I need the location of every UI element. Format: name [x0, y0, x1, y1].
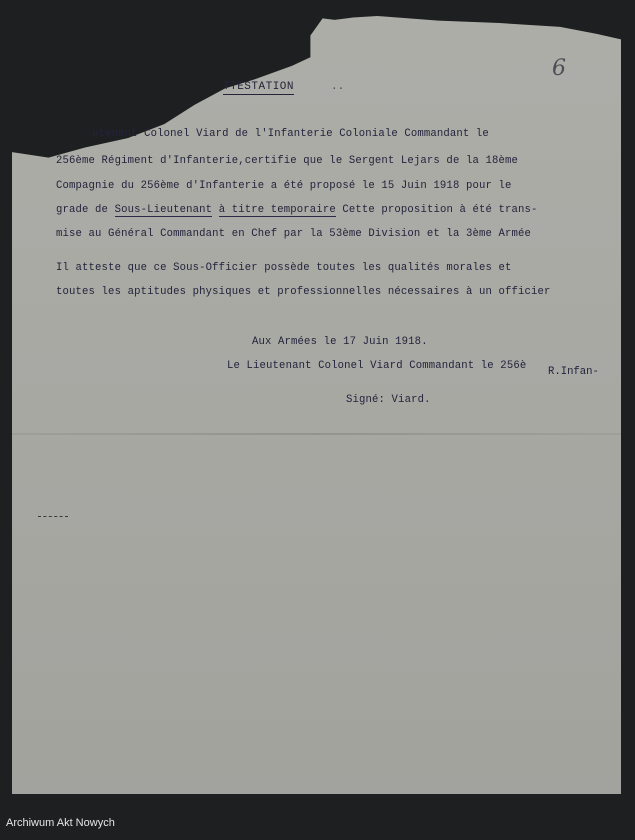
body-line-5: mise au Général Commandant en Chef par la 53ème Division et la 3ème Armée: [56, 228, 532, 240]
line4-gap: [212, 204, 219, 216]
archive-watermark: Archiwum Akt Nowych: [6, 817, 115, 829]
pencil-mark: [38, 516, 68, 518]
line4-end: Cette proposition à été trans-: [335, 204, 538, 216]
line4-start: grade de: [56, 204, 115, 216]
body-line-4: [56, 204, 538, 216]
signature-line: Signé: Viard.: [346, 394, 431, 406]
rank-underlined: Sous-Lieutenant: [114, 204, 213, 216]
body-line-6: Il atteste que ce Sous-Officier possède toutes les qualités morales et: [56, 262, 512, 274]
signatory-line: Le Lieutenant Colonel Viard Commandant le 256è: [227, 360, 527, 372]
body-line-7: toutes les aptitudes physiques et professionnelles nécessaires à un officier: [56, 286, 551, 298]
date-line: Aux Armées le 17 Juin 1918.: [252, 336, 428, 348]
title-trailing-dots: ..: [331, 81, 345, 93]
paper-fold-line: [12, 433, 621, 435]
signatory-continuation: R.Infan-: [548, 366, 599, 378]
document-title: TTESTATION: [223, 81, 295, 93]
body-line-1: utenant Colonel Viard de l'Infanterie Coloniale Commandant le: [92, 128, 489, 140]
handwritten-page-number: 6: [552, 56, 566, 81]
temporary-underlined: à titre temporaire: [218, 204, 336, 216]
body-line-2: 256ème Régiment d'Infanterie,certifie que le Sergent Lejars de la 18ème: [56, 155, 519, 167]
body-line-3: Compagnie du 256ème d'Infanterie a été proposé le 15 Juin 1918 pour le: [56, 180, 512, 192]
